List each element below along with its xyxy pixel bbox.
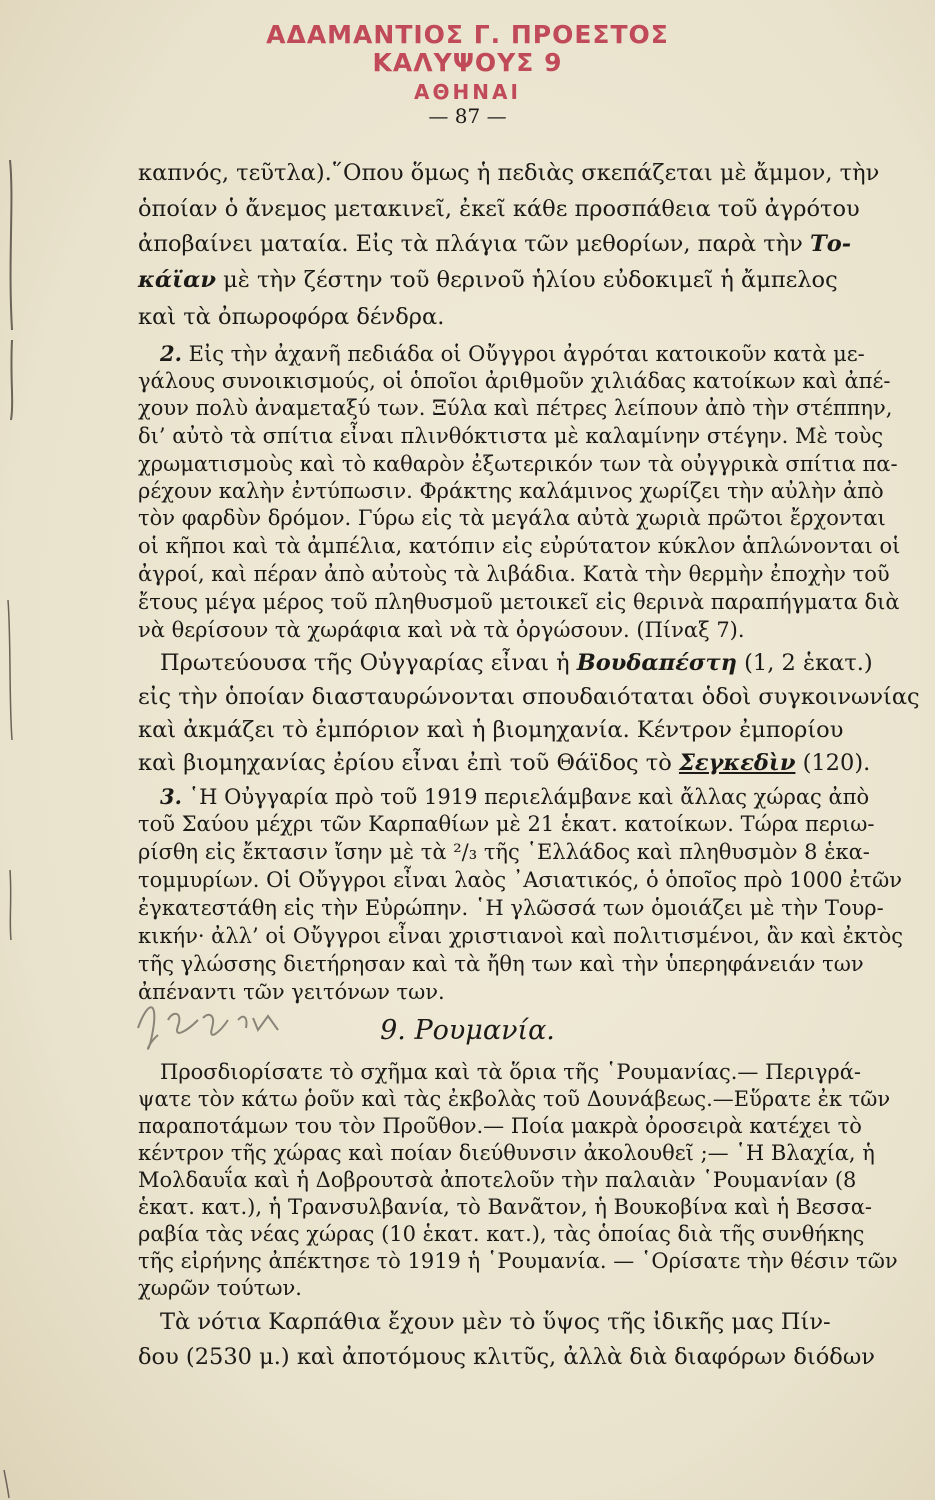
p3-line-2: εἰς τὴν ὁποίαν διασταυρώνονται σπουδαιόταται ὁδοὶ συγκοινωνίας [138,684,920,710]
p4-line-7: τῆς γλώσσης διετήρησαν καὶ τὰ ἤθη των καὶ τὴν ὑπερηφάνειάν των [138,952,864,976]
p4-line-4: τομμυρίων. Οἱ Οὔγγροι εἶναι λαὸς ᾿Ασιατικός, ὁ ὁποῖος πρὸ 1000 ἐτῶν [138,868,903,892]
p2-line-5: χρωματισμοὺς καὶ τὸ καθαρὸν ἐξωτερικόν των τὰ οὐγγρικὰ σπίτια πα- [138,452,898,476]
p2-line-4: δι’ αὐτὸ τὰ σπίτια εἶναι πλινθόκτιστα μὲ καλαμίνην στέγην. Μὲ τοὺς [138,424,884,448]
p5-line-3: παραποτάμων του τὸν Προῦθον.— Ποία μακρὰ ὀροσειρὰ κατέχει τὸ [138,1114,862,1138]
p5-line-4: κέντρον τῆς χώρας καὶ ποίαν διεύθυνσιν ἀκολουθεῖ ;— ῾Η Βλαχία, ἡ [138,1141,875,1165]
p6-line-1: Τὰ νότια Καρπάθια ἔχουν μὲν τὸ ὕψος τῆς ἰδικῆς μας Πίν- [160,1309,831,1335]
p1-line-1: καπνός, τεῦτλα).῞Οπου ὅμως ἡ πεδιὰς σκεπάζεται μὲ ἄμμον, τὴν [138,160,880,186]
p5-line-6: ἑκατ. κατ.), ἡ Τρανσυλβανία, τὸ Βανᾶτον, ἡ Βουκοβίνα καὶ ἡ Βεσσα- [138,1195,872,1219]
p5-line-1: Προσδιορίσατε τὸ σχῆμα καὶ τὰ ὅρια τῆς ῾Ρουμανίας.— Περιγρά- [160,1060,862,1084]
p4-line-1-text: ῾Η Οὐγγαρία πρὸ τοῦ 1919 περιελάμβανε καὶ ἄλλας χώρας ἀπὸ [188,785,870,809]
p2-line-2: γάλους συνοικισμούς, οἱ ὁποῖοι ἀριθμοῦν χιλιάδας κατοίκων καὶ ἀπέ- [138,369,891,393]
p2-line-10: ἔτους μέγα μέρος τοῦ πληθυσμοῦ μετοικεῖ εἰς θερινὰ παραπήγματα διὰ [138,590,900,614]
p4-line-6: κικήν· ἀλλ’ οἱ Οὔγγροι εἶναι χριστιανοὶ καὶ πολιτισμένοι, ἂν καὶ ἐκτὸς [138,924,903,948]
p1-line-3-text: ἀποβαίνει ματαία. Εἰς τὰ πλάγια τῶν μεθορίων, παρὰ τὴν [138,231,803,257]
stamp-name: ΑΔΑΜΑΝΤΙΟΣ Γ. ΠΡΟΕΣΤΟΣ [266,20,669,49]
p2-line-6: ρέχουν καλὴν ἐντύπωσιν. Φράκτης καλάμινος χωρίζει τὴν αὐλὴν ἀπὸ [138,479,884,503]
p5-line-9: χωρῶν τούτων. [138,1276,302,1300]
p2-line-1-text: Εἰς τὴν ἀχανῆ πεδιάδα οἱ Οὔγγροι ἀγρόται κατοικοῦν κατὰ με- [188,342,865,366]
stamp-city: ΑΘΗΝΑΙ [414,80,521,104]
p4-line-5: ἐγκατεστάθη εἰς τὴν Εὐρώπην. ῾Η γλῶσσά των ὁμοιάζει μὲ τὴν Τουρ- [138,896,884,920]
p4-line-1 [160,784,870,809]
p2-line-8: οἱ κῆποι καὶ τὰ ἀμπέλια, κατόπιν εἰς εὐρύτατον κύκλον ἁπλώνονται οἱ [138,534,901,558]
stamp-street: ΚΑΛΥΨΟΥΣ 9 [372,48,563,77]
p2-line-11: νὰ θερίσουν τὰ χωράφια καὶ νὰ τὰ ὀργώσουν. (Πίναξ 7). [138,618,745,642]
p3-line-4 [138,750,871,776]
p1-place-tokaj-part2: κάϊαν [138,267,216,293]
p2-number: 2. [160,341,182,366]
p4-line-3: ρίσθη εἰς ἔκτασιν ἴσην μὲ τὰ ²/₃ τῆς ῾Ελλάδος καὶ πληθυσμὸν 8 ἑκα- [138,840,870,864]
page-number: — 87 — [428,104,507,128]
p2-line-7: τὸν φαρδὺν δρόμον. Γύρω εἰς τὰ μεγάλα αὐτὰ χωριὰ πρῶτοι ἔρχονται [138,506,886,530]
p4-line-2: τοῦ Σαύου μέχρι τῶν Καρπαθίων μὲ 21 ἑκατ. κατοίκων. Τώρα περιω- [138,812,875,836]
p5-line-8: τῆς εἰρήνης ἀπέκτησε τὸ 1919 ἡ ῾Ρουμανία. — ῾Ορίσατε τὴν θέσιν τῶν [138,1249,898,1273]
p1-line-2: ὁποίαν ὁ ἄνεμος μετακινεῖ, ἐκεῖ κάθε προσπάθεια τοῦ ἀγρότου [138,196,860,222]
p2-line-1 [160,341,865,366]
p3-city-budapest: Βουδαπέστη [576,650,737,676]
p1-line-3 [138,231,852,257]
p5-line-2: ψατε τὸν κάτω ῥοῦν καὶ τὰς ἐκβολὰς τοῦ Δουνάβεως.—Εὕρατε ἐκ τῶν [138,1087,891,1111]
p3-line-1-pop: (1, 2 ἑκατ.) [744,650,873,676]
p3-line-4-pop: (120). [802,750,871,776]
p3-city-szeged: Σεγκεδὶν [678,750,796,776]
section-heading-romania: 9. Ρουμανία. [380,1015,555,1046]
p1-line-4-text: μὲ τὴν ζέστην τοῦ θερινοῦ ἡλίου εὐδοκιμεῖ ἡ ἄμπελος [223,267,838,293]
p4-number: 3. [160,784,182,809]
p5-line-7: ραβία τὰς νέας χώρας (10 ἑκατ. κατ.), τὰς ὁποίας διὰ τῆς συνθήκης [138,1222,865,1246]
p1-place-tokaj-part1: Το- [809,231,852,257]
p3-line-4-text: καὶ βιομηχανίας ἐρίου εἶναι ἐπὶ τοῦ Θάϊδος τὸ [138,750,672,776]
p6-line-2: δου (2530 μ.) καὶ ἀποτόμους κλιτῦς, ἀλλὰ διὰ διαφόρων διόδων [138,1344,875,1370]
p1-line-5: καὶ τὰ ὀπωροφόρα δένδρα. [138,304,445,330]
margin-pencil-marks [0,0,40,1500]
p3-line-1 [160,650,873,676]
p4-line-8: ἀπέναντι τῶν γειτόνων των. [138,980,445,1004]
p2-line-3: χουν πολὺ ἀναμεταξύ των. Ξύλα καὶ πέτρες λείπουν ἀπὸ τὴν στέππην, [138,396,893,420]
p1-line-4 [138,267,838,293]
p3-line-1-text: Πρωτεύουσα τῆς Οὐγγαρίας εἶναι ἡ [160,650,570,676]
p3-line-3: καὶ ἀκμάζει τὸ ἐμπόριον καὶ ἡ βιομηχανία. Κέντρον ἐμπορίου [138,717,844,743]
p5-line-5: Μολδαυΐα καὶ ἡ Δοβρουτσὰ ἀποτελοῦν τὴν παλαιὰν ῾Ρουμανίαν (8 [138,1168,857,1192]
p2-line-9: ἀγροί, καὶ πέραν ἀπὸ αὐτοὺς τὰ λιβάδια. Κατὰ τὴν θερμὴν ἐποχὴν τοῦ [138,562,890,586]
